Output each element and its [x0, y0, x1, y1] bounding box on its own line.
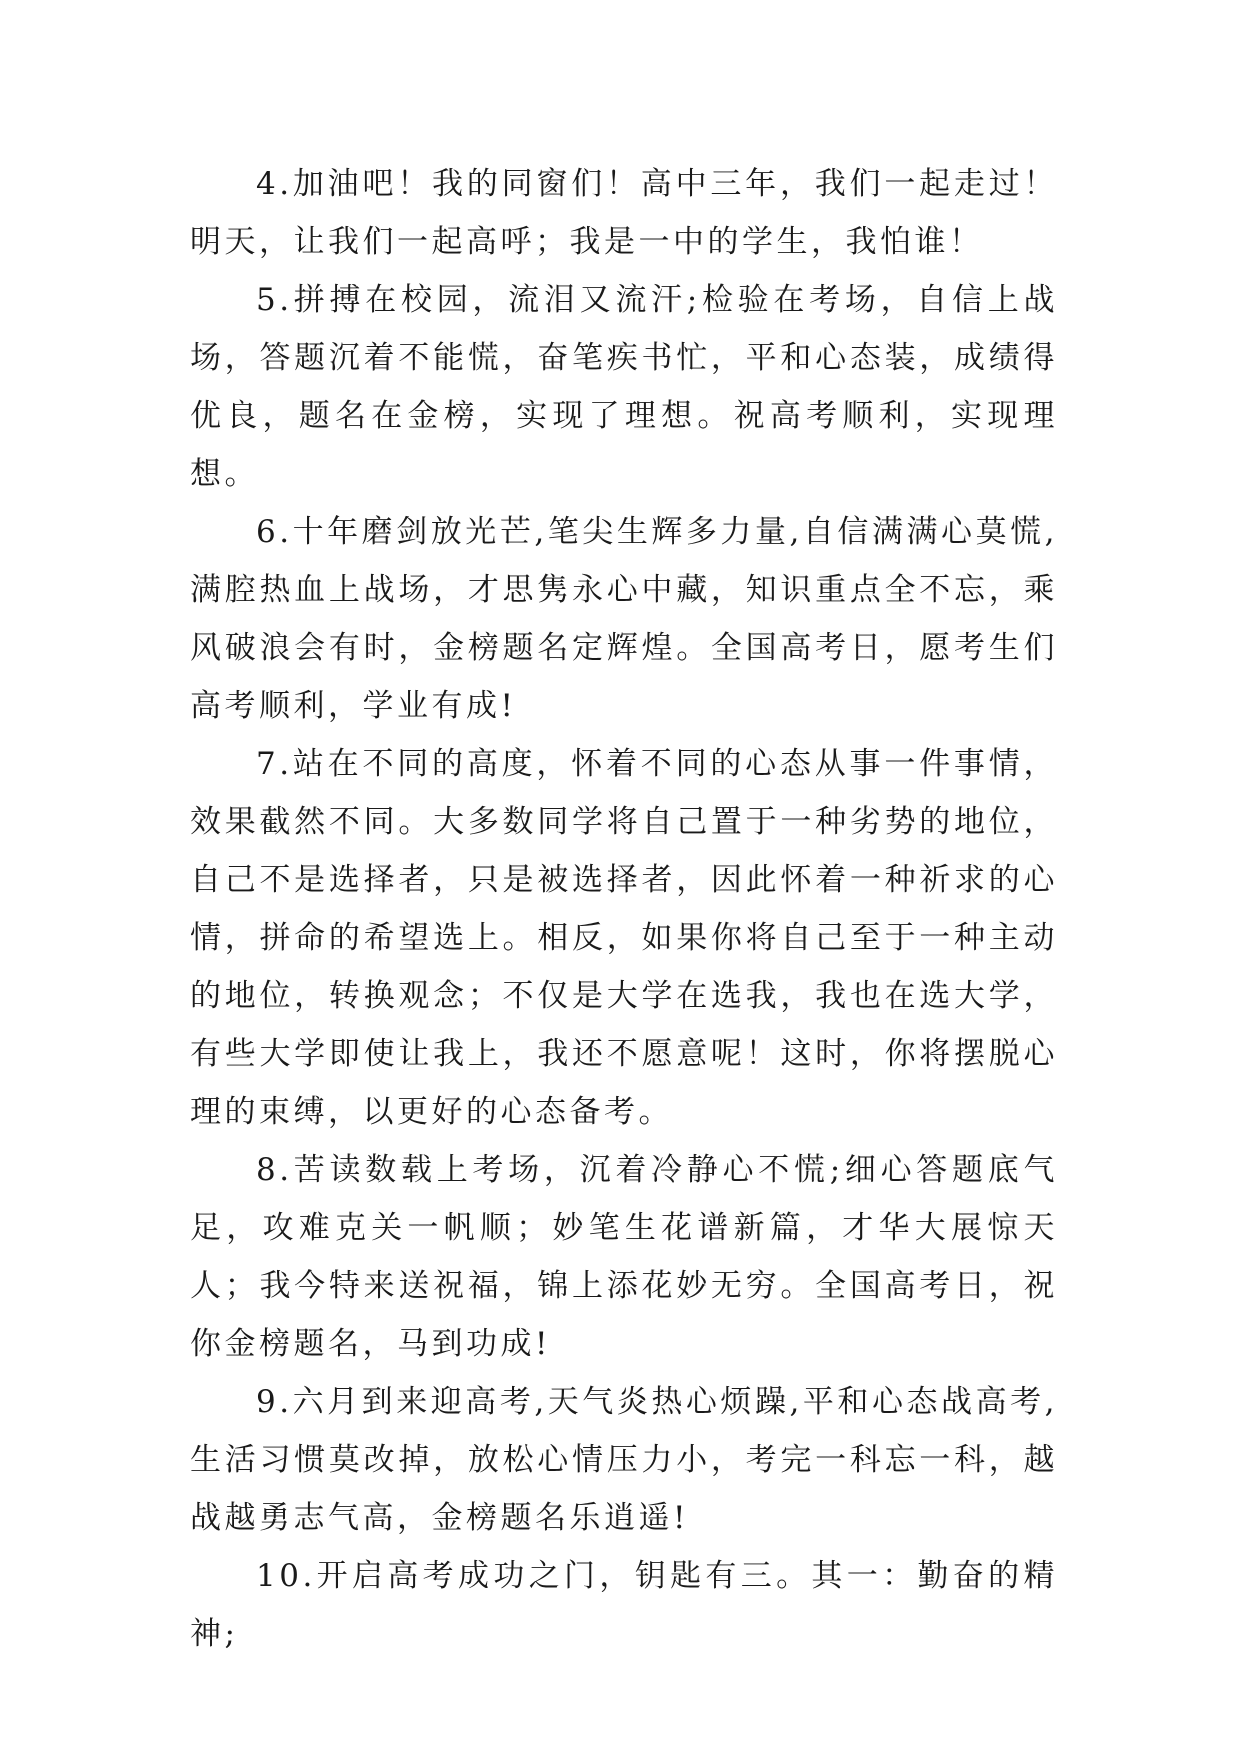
- paragraph-9: 9.六月到来迎高考,天气炎热心烦躁,平和心态战高考,生活习惯莫改掉，放松心情压力小，考完一科忘一科，越战越勇志气高，金榜题名乐逍遥!: [190, 1384, 1058, 1536]
- paragraph-5: 5.拼搏在校园，流泪又流汗;检验在考场，自信上战场，答题沉着不能慌，奋笔疾书忙，平和心态装，成绩得优良，题名在金榜，实现了理想。祝高考顺利，实现理想。: [190, 282, 1058, 492]
- paragraph-8: 8.苦读数载上考场，沉着冷静心不慌;细心答题底气足，攻难克关一帆顺；妙笔生花谱新篇，才华大展惊天人；我今特来送祝福，锦上添花妙无穷。全国高考日，祝你金榜题名，马到功成!: [190, 1152, 1058, 1362]
- paragraph-7: 7.站在不同的高度，怀着不同的心态从事一件事情，效果截然不同。大多数同学将自己置于一种劣势的地位，自己不是选择者，只是被选择者，因此怀着一种祈求的心情，拼命的希望选上。相反，如果你将自己至于一种主动的地位，转换观念；不仅是大学在选我，我也在选大学，有些大学即使让我上，我还不愿意呢！这时，你将摆脱心理的束缚，以更好的心态备考。: [190, 746, 1058, 1130]
- paragraph-10: 10.开启高考成功之门，钥匙有三。其一：勤奋的精神;: [190, 1558, 1058, 1652]
- paragraph-4: 4.加油吧！我的同窗们！高中三年，我们一起走过！明天，让我们一起高呼；我是一中的学生，我怕谁！: [190, 166, 1058, 260]
- paragraph-6: 6.十年磨剑放光芒,笔尖生辉多力量,自信满满心莫慌,满腔热血上战场，才思隽永心中藏，知识重点全不忘，乘风破浪会有时，金榜题名定辉煌。全国高考日，愿考生们高考顺利，学业有成!: [190, 514, 1058, 724]
- document-page: [190, 155, 1058, 1663]
